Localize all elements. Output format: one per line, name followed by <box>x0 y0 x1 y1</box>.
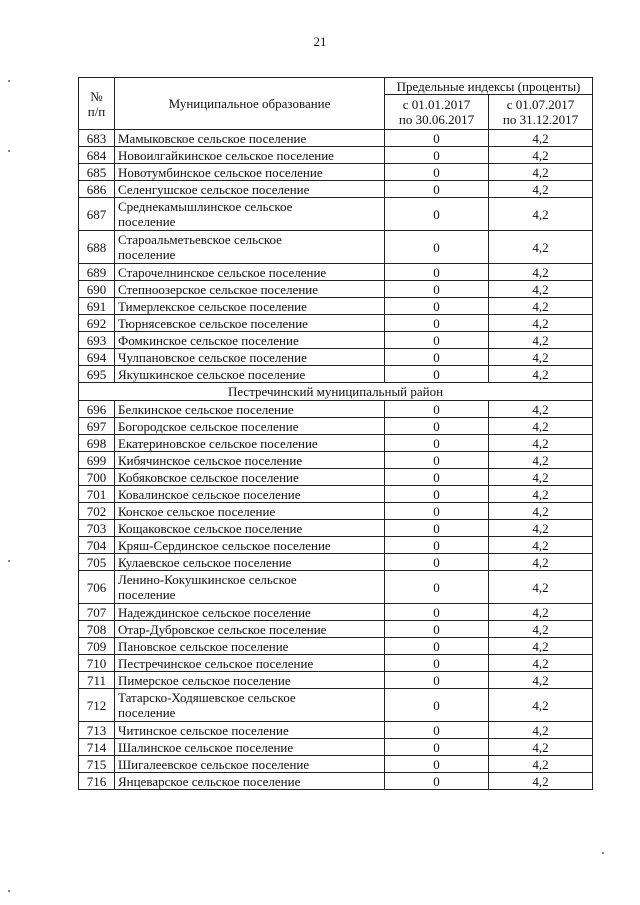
index-period-1: 0 <box>385 231 489 264</box>
municipality-name: Шалинское сельское поселение <box>115 739 385 756</box>
table-row <box>79 164 593 181</box>
row-number: 683 <box>79 130 115 147</box>
index-period-2: 4,2 <box>489 264 593 281</box>
table-row <box>79 554 593 571</box>
table-row <box>79 349 593 366</box>
index-period-1: 0 <box>385 147 489 164</box>
municipality-name: Фомкинское сельское поселение <box>115 332 385 349</box>
municipality-name: Екатериновское сельское поселение <box>115 435 385 452</box>
index-period-2: 4,2 <box>489 315 593 332</box>
index-period-1: 0 <box>385 520 489 537</box>
index-period-1: 0 <box>385 418 489 435</box>
table-row <box>79 130 593 147</box>
index-period-1: 0 <box>385 366 489 383</box>
index-period-1: 0 <box>385 181 489 198</box>
index-period-2: 4,2 <box>489 130 593 147</box>
index-period-2: 4,2 <box>489 452 593 469</box>
row-number: 694 <box>79 349 115 366</box>
index-period-1: 0 <box>385 571 489 604</box>
municipality-name: Конское сельское поселение <box>115 503 385 520</box>
district-row <box>79 383 593 401</box>
row-number: 707 <box>79 604 115 621</box>
page-number: 21 <box>313 34 327 49</box>
municipality-name: Кощаковское сельское поселение <box>115 520 385 537</box>
index-period-1: 0 <box>385 655 489 672</box>
table-row <box>79 418 593 435</box>
index-period-1: 0 <box>385 756 489 773</box>
index-period-1: 0 <box>385 198 489 231</box>
row-number: 711 <box>79 672 115 689</box>
row-number: 701 <box>79 486 115 503</box>
municipality-name: Отар-Дубровское сельское поселение <box>115 621 385 638</box>
row-number: 697 <box>79 418 115 435</box>
row-number: 688 <box>79 231 115 264</box>
scan-speck <box>8 560 10 562</box>
index-period-1: 0 <box>385 298 489 315</box>
row-number: 692 <box>79 315 115 332</box>
municipality-name: Тимерлекское сельское поселение <box>115 298 385 315</box>
municipality-name: Богородское сельское поселение <box>115 418 385 435</box>
municipality-name: Ковалинское сельское поселение <box>115 486 385 503</box>
table-row <box>79 264 593 281</box>
table-row <box>79 435 593 452</box>
index-period-1: 0 <box>385 469 489 486</box>
row-number: 710 <box>79 655 115 672</box>
index-period-2: 4,2 <box>489 537 593 554</box>
index-period-2: 4,2 <box>489 503 593 520</box>
row-number: 685 <box>79 164 115 181</box>
table-row <box>79 198 593 231</box>
index-period-1: 0 <box>385 638 489 655</box>
index-period-2: 4,2 <box>489 739 593 756</box>
municipality-name: Старочелнинское сельское поселение <box>115 264 385 281</box>
index-period-1: 0 <box>385 401 489 418</box>
header-municipality: Муниципальное образование <box>115 78 385 130</box>
row-number: 699 <box>79 452 115 469</box>
municipality-name: Якушкинское сельское поселение <box>115 366 385 383</box>
table-row <box>79 520 593 537</box>
index-period-2: 4,2 <box>489 332 593 349</box>
index-period-2: 4,2 <box>489 689 593 722</box>
index-period-1: 0 <box>385 452 489 469</box>
row-number: 690 <box>79 281 115 298</box>
row-number: 714 <box>79 739 115 756</box>
index-period-1: 0 <box>385 554 489 571</box>
index-period-2: 4,2 <box>489 520 593 537</box>
index-period-2: 4,2 <box>489 281 593 298</box>
row-number: 698 <box>79 435 115 452</box>
municipality-name: Кибячинское сельское поселение <box>115 452 385 469</box>
index-period-2: 4,2 <box>489 571 593 604</box>
row-number: 716 <box>79 773 115 790</box>
index-period-2: 4,2 <box>489 638 593 655</box>
table-body <box>79 130 593 790</box>
table-row <box>79 537 593 554</box>
table-row <box>79 739 593 756</box>
index-period-1: 0 <box>385 164 489 181</box>
municipality-name: Читинское сельское поселение <box>115 722 385 739</box>
table-row <box>79 689 593 722</box>
index-period-2: 4,2 <box>489 469 593 486</box>
municipality-name: Степноозерское сельское поселение <box>115 281 385 298</box>
row-number: 706 <box>79 571 115 604</box>
row-number: 702 <box>79 503 115 520</box>
index-period-1: 0 <box>385 739 489 756</box>
scan-speck <box>8 80 10 82</box>
row-number: 689 <box>79 264 115 281</box>
row-number: 700 <box>79 469 115 486</box>
index-period-2: 4,2 <box>489 621 593 638</box>
index-period-2: 4,2 <box>489 604 593 621</box>
index-period-2: 4,2 <box>489 198 593 231</box>
header-period-2: с 01.07.2017 по 31.12.2017 <box>489 95 593 130</box>
table-row <box>79 571 593 604</box>
table-row <box>79 147 593 164</box>
index-period-2: 4,2 <box>489 349 593 366</box>
index-period-2: 4,2 <box>489 298 593 315</box>
index-period-1: 0 <box>385 130 489 147</box>
table-row <box>79 231 593 264</box>
municipality-name: Надеждинское сельское поселение <box>115 604 385 621</box>
table-row <box>79 672 593 689</box>
row-number: 715 <box>79 756 115 773</box>
index-period-2: 4,2 <box>489 147 593 164</box>
scan-speck <box>602 852 604 854</box>
index-period-2: 4,2 <box>489 486 593 503</box>
municipality-name: Среднекамышлинское сельское поселение <box>115 198 385 231</box>
table-row <box>79 332 593 349</box>
table-row <box>79 181 593 198</box>
index-period-1: 0 <box>385 281 489 298</box>
district-name: Пестречинский муниципальный район <box>79 383 593 401</box>
table-row <box>79 469 593 486</box>
index-period-2: 4,2 <box>489 655 593 672</box>
index-period-1: 0 <box>385 435 489 452</box>
municipality-name: Шигалеевское сельское поселение <box>115 756 385 773</box>
index-period-2: 4,2 <box>489 773 593 790</box>
municipality-name: Ленино-Кокушкинское сельское поселение <box>115 571 385 604</box>
municipality-name: Белкинское сельское поселение <box>115 401 385 418</box>
index-period-1: 0 <box>385 537 489 554</box>
index-period-2: 4,2 <box>489 722 593 739</box>
row-number: 708 <box>79 621 115 638</box>
index-period-2: 4,2 <box>489 231 593 264</box>
row-number: 687 <box>79 198 115 231</box>
index-period-2: 4,2 <box>489 401 593 418</box>
row-number: 686 <box>79 181 115 198</box>
row-number: 691 <box>79 298 115 315</box>
index-period-2: 4,2 <box>489 554 593 571</box>
index-period-1: 0 <box>385 315 489 332</box>
municipality-name: Пестречинское сельское поселение <box>115 655 385 672</box>
index-period-2: 4,2 <box>489 435 593 452</box>
table-row <box>79 401 593 418</box>
table-row <box>79 773 593 790</box>
scan-speck <box>8 150 10 152</box>
municipality-name: Татарско-Ходяшевское сельское поселение <box>115 689 385 722</box>
index-period-2: 4,2 <box>489 164 593 181</box>
row-number: 712 <box>79 689 115 722</box>
row-number: 684 <box>79 147 115 164</box>
municipality-name: Тюрнясевское сельское поселение <box>115 315 385 332</box>
table-header <box>79 78 593 130</box>
table-row <box>79 638 593 655</box>
table-row <box>79 503 593 520</box>
header-number: № п/п <box>79 78 115 130</box>
row-number: 695 <box>79 366 115 383</box>
municipality-name: Новотумбинское сельское поселение <box>115 164 385 181</box>
table-row <box>79 281 593 298</box>
municipality-name: Янцеварское сельское поселение <box>115 773 385 790</box>
index-period-2: 4,2 <box>489 181 593 198</box>
table-row <box>79 722 593 739</box>
index-period-1: 0 <box>385 264 489 281</box>
municipality-name: Кряш-Сердинское сельское поселение <box>115 537 385 554</box>
tariff-index-table <box>78 77 593 790</box>
scan-speck <box>8 890 10 892</box>
municipality-name: Пимерское сельское поселение <box>115 672 385 689</box>
row-number: 704 <box>79 537 115 554</box>
table-row <box>79 655 593 672</box>
table-row <box>79 486 593 503</box>
index-period-1: 0 <box>385 332 489 349</box>
municipality-name: Пановское сельское поселение <box>115 638 385 655</box>
municipality-name: Селенгушское сельское поселение <box>115 181 385 198</box>
table-row <box>79 604 593 621</box>
index-period-1: 0 <box>385 486 489 503</box>
row-number: 693 <box>79 332 115 349</box>
index-period-2: 4,2 <box>489 756 593 773</box>
index-period-1: 0 <box>385 604 489 621</box>
table-row <box>79 298 593 315</box>
index-period-1: 0 <box>385 672 489 689</box>
municipality-name: Староальметьевское сельское поселение <box>115 231 385 264</box>
table-row <box>79 315 593 332</box>
index-period-1: 0 <box>385 722 489 739</box>
index-period-1: 0 <box>385 689 489 722</box>
row-number: 703 <box>79 520 115 537</box>
row-number: 696 <box>79 401 115 418</box>
index-period-1: 0 <box>385 621 489 638</box>
municipality-name: Мамыковское сельское поселение <box>115 130 385 147</box>
row-number: 705 <box>79 554 115 571</box>
municipality-name: Чулпановское сельское поселение <box>115 349 385 366</box>
index-period-1: 0 <box>385 503 489 520</box>
index-period-2: 4,2 <box>489 366 593 383</box>
row-number: 709 <box>79 638 115 655</box>
municipality-name: Кобяковское сельское поселение <box>115 469 385 486</box>
table-row <box>79 621 593 638</box>
table-row <box>79 366 593 383</box>
municipality-name: Кулаевское сельское поселение <box>115 554 385 571</box>
index-period-1: 0 <box>385 773 489 790</box>
header-period-1: с 01.01.2017 по 30.06.2017 <box>385 95 489 130</box>
index-period-2: 4,2 <box>489 672 593 689</box>
index-period-2: 4,2 <box>489 418 593 435</box>
table-row <box>79 756 593 773</box>
table-row <box>79 452 593 469</box>
row-number: 713 <box>79 722 115 739</box>
municipality-name: Новоилгайкинское сельское поселение <box>115 147 385 164</box>
header-indices-group: Предельные индексы (проценты) <box>385 78 593 95</box>
index-period-1: 0 <box>385 349 489 366</box>
